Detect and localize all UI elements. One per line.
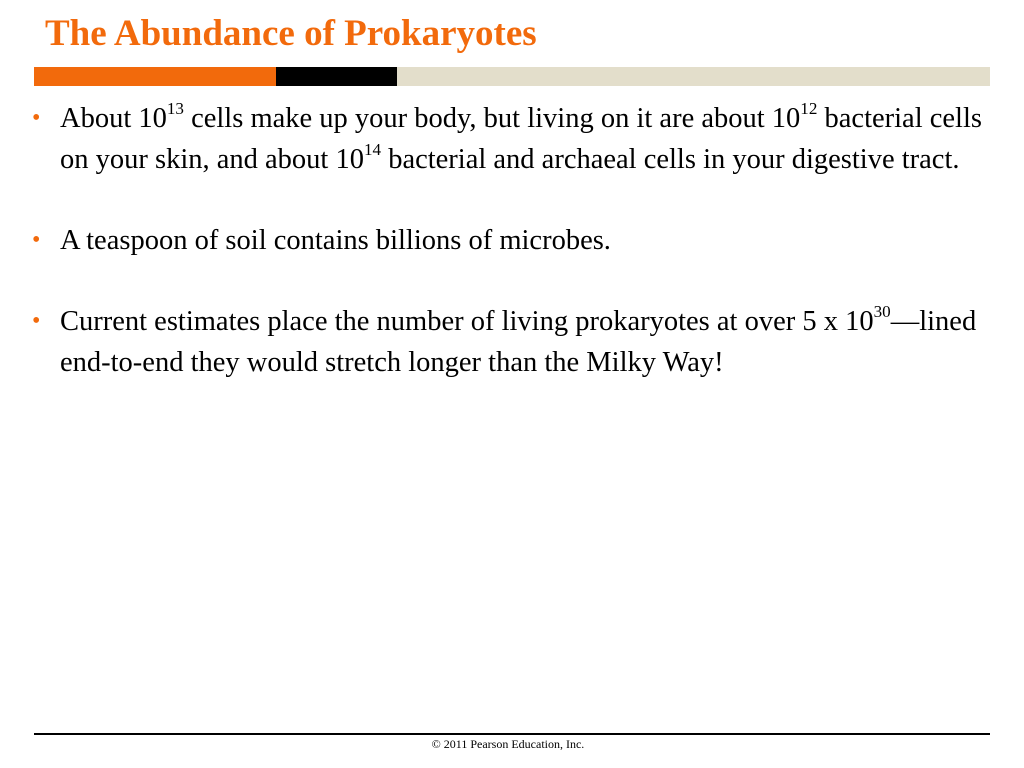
bullet-list	[32, 98, 992, 423]
slide-title: The Abundance of Prokaryotes	[45, 13, 537, 54]
bullet-dot-icon: •	[32, 105, 41, 131]
header-color-bar	[34, 67, 990, 86]
bullet-item-soil-microbes	[32, 220, 992, 261]
bullet-text	[60, 99, 982, 175]
text-run: Current estimates place the number of living prokaryotes at over 5 x 10	[60, 306, 874, 337]
bullet-dot-icon: •	[32, 308, 41, 334]
bullet-item-body-cells	[32, 98, 992, 180]
bullet-text	[60, 302, 977, 378]
header-bar-orange-segment	[34, 67, 276, 86]
exponent: 14	[363, 140, 382, 160]
text-run: bacterial and archaeal cells in your digestive tract.	[381, 144, 960, 175]
text-run: —lined end-to-end they would stretch longer than the Milky Way!	[60, 306, 977, 378]
bullet-dot-icon: •	[32, 227, 41, 253]
text-run: A teaspoon of soil contains billions of microbes.	[60, 225, 611, 256]
bullet-text	[60, 225, 611, 256]
exponent: 30	[873, 302, 891, 322]
footer-copyright: © 2011 Pearson Education, Inc.	[431, 737, 585, 751]
header-bar-beige-segment	[397, 67, 990, 86]
text-run: About 10	[60, 103, 167, 134]
bullet-item-prokaryote-estimate	[32, 301, 992, 383]
footer-divider	[34, 733, 990, 735]
exponent: 13	[166, 99, 184, 119]
text-run: cells make up your body, but living on it are about 10	[183, 103, 801, 134]
text-run: bacterial cells on your skin, and about 10	[60, 103, 982, 175]
header-bar-black-segment	[276, 67, 397, 86]
exponent: 12	[800, 99, 818, 119]
